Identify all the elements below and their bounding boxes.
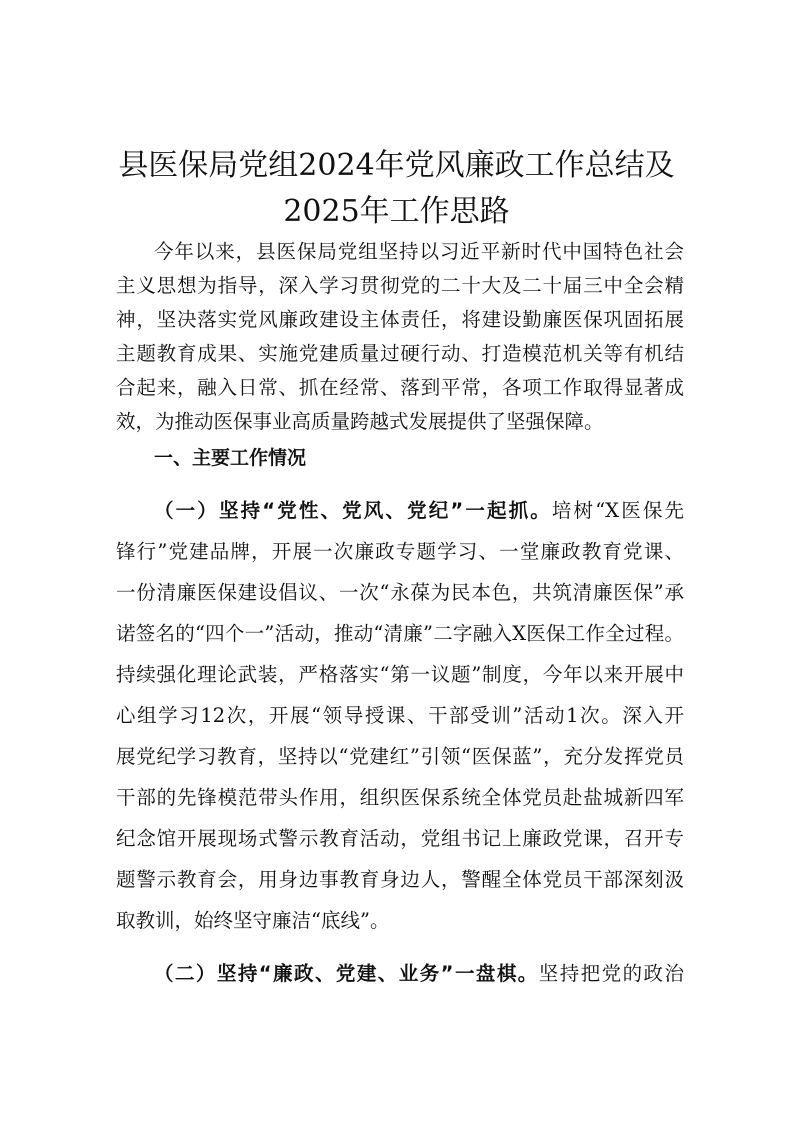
section-heading-1: 一、主要工作情况 bbox=[154, 447, 307, 469]
item1-first-line bbox=[154, 497, 684, 525]
intro-line-2: 主义思想为指导，深入学习贯彻党的二十大及二十届三中全会精 bbox=[116, 274, 684, 297]
item1-line: 心组学习12次，开展“领导授课、干部受训”活动1次。深入开 bbox=[116, 704, 684, 727]
item2-lead: （二）坚持“廉政、党建、业务”一盘棋。 bbox=[154, 962, 539, 985]
item1-line: 取教训，始终坚守廉洁“底线”。 bbox=[116, 909, 390, 932]
intro-line-4: 主题教育成果、实施党建质量过硬行动、打造模范机关等有机结 bbox=[116, 342, 684, 365]
intro-line-5: 合起来，融入日常、抓在经常、落到平常，各项工作取得显著成 bbox=[116, 376, 684, 399]
item1-line: 题警示教育会，用身边事教育身边人，警醒全体党员干部深刻汲 bbox=[116, 868, 684, 891]
document-title-line-1: 县医保局党组2024年党风廉政工作总结及 bbox=[118, 148, 675, 183]
item1-lead: （一）坚持“党性、党风、党纪”一起抓。 bbox=[154, 499, 552, 522]
intro-line-3: 神，坚决落实党风廉政建设主体责任，将建设勤廉医保巩固拓展 bbox=[116, 308, 684, 331]
item1-line: 锋行”党建品牌，开展一次廉政专题学习、一堂廉政教育党课、 bbox=[116, 540, 684, 563]
item1-line: 展党纪学习教育，坚持以“党建红”引领“医保蓝”，充分发挥党员 bbox=[116, 745, 684, 768]
item1-first-rest: 培树“X医保先 bbox=[551, 499, 684, 522]
item1-line: 持续强化理论武装，严格落实“第一议题”制度，今年以来开展中 bbox=[116, 663, 684, 686]
item1-line: 一份清廉医保建设倡议、一次“永葆为民本色，共筑清廉医保”承 bbox=[116, 581, 684, 604]
item1-line: 纪念馆开展现场式警示教育活动，党组书记上廉政党课，召开专 bbox=[116, 827, 684, 850]
intro-line-1: 今年以来，县医保局党组坚持以习近平新时代中国特色社会 bbox=[154, 240, 684, 263]
intro-line-6: 效，为推动医保事业高质量跨越式发展提供了坚强保障。 bbox=[116, 410, 604, 433]
item1-line: 干部的先锋模范带头作用，组织医保系统全体党员赴盐城新四军 bbox=[116, 786, 684, 809]
item1-line: 诺签名的“四个一”活动，推动“清廉”二字融入X医保工作全过程。 bbox=[116, 622, 684, 645]
item2-first-line bbox=[154, 960, 684, 988]
document-title-line-2: 2025年工作思路 bbox=[283, 194, 510, 229]
item2-first-rest: 坚持把党的政治 bbox=[538, 962, 684, 985]
